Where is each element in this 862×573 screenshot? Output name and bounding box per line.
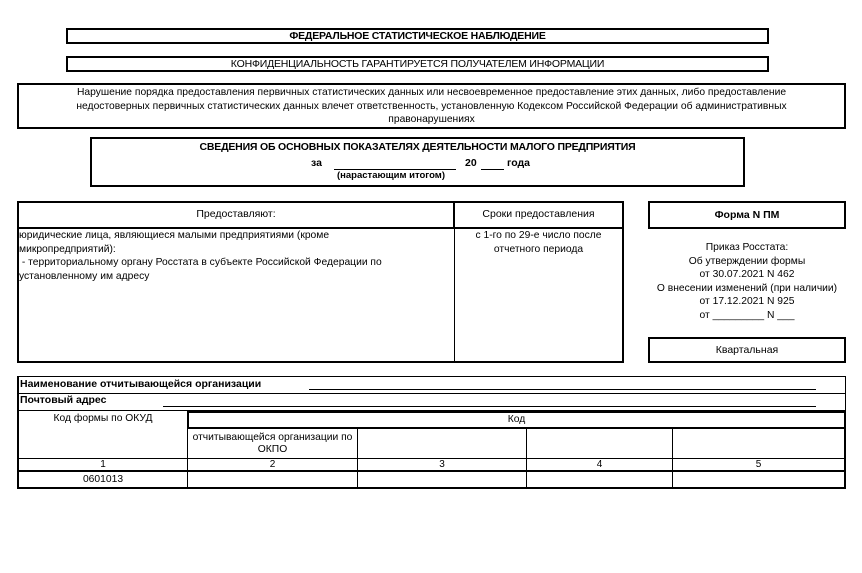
periodicity-box: [648, 337, 846, 363]
code-cell-4[interactable]: [527, 472, 672, 487]
okpo-header-text: отчитывающейся организации по ОКПО: [192, 431, 353, 455]
legal-warning-line: правонарушениях: [388, 114, 475, 125]
order-line: от 30.07.2021 N 462: [699, 269, 795, 280]
org-name-label: Наименование отчитывающейся организации: [20, 378, 262, 390]
code-header: [189, 412, 844, 427]
column-number-text: 1: [100, 458, 106, 470]
cumulative-note: (нарастающим итогом): [337, 170, 445, 181]
year-prefix: 20: [465, 157, 477, 169]
confidentiality-notice-text: КОНФИДЕНЦИАЛЬНОСТЬ ГАРАНТИРУЕТСЯ ПОЛУЧАТЕЛЕМ ИНФОРМАЦИИ: [230, 58, 605, 70]
code-cell-3[interactable]: [358, 472, 526, 487]
okpo-header: [188, 430, 357, 457]
address-label: Почтовый адрес: [20, 394, 107, 406]
order-line: от 17.12.2021 N 925: [699, 296, 795, 307]
deadlines-text: [455, 229, 622, 256]
deadlines-line: отчетного периода: [493, 243, 584, 255]
report-title: СВЕДЕНИЯ ОБ ОСНОВНЫХ ПОКАЗАТЕЛЯХ ДЕЯТЕЛЬНОСТИ МАЛОГО ПРЕДПРИЯТИЯ: [199, 141, 636, 153]
column-number: [673, 459, 844, 470]
federal-observation-title: [66, 28, 769, 44]
okud-header-text: Код формы по ОКУД: [53, 413, 153, 424]
column-number: [188, 459, 357, 470]
deadlines-line: с 1-го по 29-е число после: [475, 230, 602, 241]
legal-warning: [17, 83, 846, 129]
column-number-text: 2: [269, 458, 276, 470]
code-cell-5[interactable]: [673, 472, 844, 487]
column-number-text: 3: [439, 458, 445, 470]
order-line: Об утверждении формы: [688, 255, 806, 267]
legal-warning-line: недостоверных первичных статистических данных влечет ответственность, установленную Кодексом Российской Федерации об административных: [76, 100, 787, 112]
providers-line: микропредприятий):: [19, 243, 116, 255]
address-input[interactable]: [163, 406, 816, 407]
col-divider-right: [844, 429, 846, 489]
year-input-line[interactable]: [481, 169, 504, 170]
providers-line: юридические лица, являющиеся малыми предприятиями (кроме: [19, 230, 330, 241]
org-row-divider: [17, 393, 846, 394]
code-header-text: Код: [507, 413, 526, 425]
legal-warning-line: Нарушение порядка предоставления первичных статистических данных или несвоевременное предоставление этих данных, либо предоставление: [76, 87, 787, 98]
order-line: от _________ N ___: [699, 309, 795, 321]
form-name-box: [648, 201, 846, 229]
column-number-text: 5: [755, 458, 762, 470]
providers-line: установленному им адресу: [19, 270, 150, 282]
column-number: [527, 459, 672, 470]
providers-text: [19, 229, 453, 283]
deadlines-header: Сроки предоставления: [482, 208, 595, 220]
order-line: Приказ Росстата:: [705, 242, 789, 253]
table-bottom-border: [17, 487, 846, 489]
confidentiality-notice: [66, 56, 769, 72]
periodicity: Квартальная: [715, 344, 779, 356]
form-name: Форма N ПМ: [714, 209, 780, 221]
okpo-code-cell[interactable]: [188, 472, 357, 487]
report-title-box: [90, 137, 745, 187]
providers-header: Предоставляют:: [196, 208, 276, 220]
org-name-input[interactable]: [309, 389, 816, 390]
column-number-text: 4: [596, 458, 603, 470]
federal-observation-title-text: ФЕДЕРАЛЬНОЕ СТАТИСТИЧЕСКОЕ НАБЛЮДЕНИЕ: [289, 30, 546, 42]
okud-code-text: 0601013: [82, 473, 124, 485]
okud-code-value: [19, 472, 187, 487]
column-number: [19, 459, 187, 470]
period-prefix: за: [311, 157, 322, 169]
okud-header: [19, 411, 187, 427]
order-line: О внесении изменений (при наличии): [656, 282, 838, 294]
column-number: [358, 459, 526, 470]
order-info: [640, 241, 854, 322]
providers-line: - территориальному органу Росстата в субъекте Российской Федерации по: [19, 257, 382, 268]
year-suffix: года: [507, 157, 531, 169]
